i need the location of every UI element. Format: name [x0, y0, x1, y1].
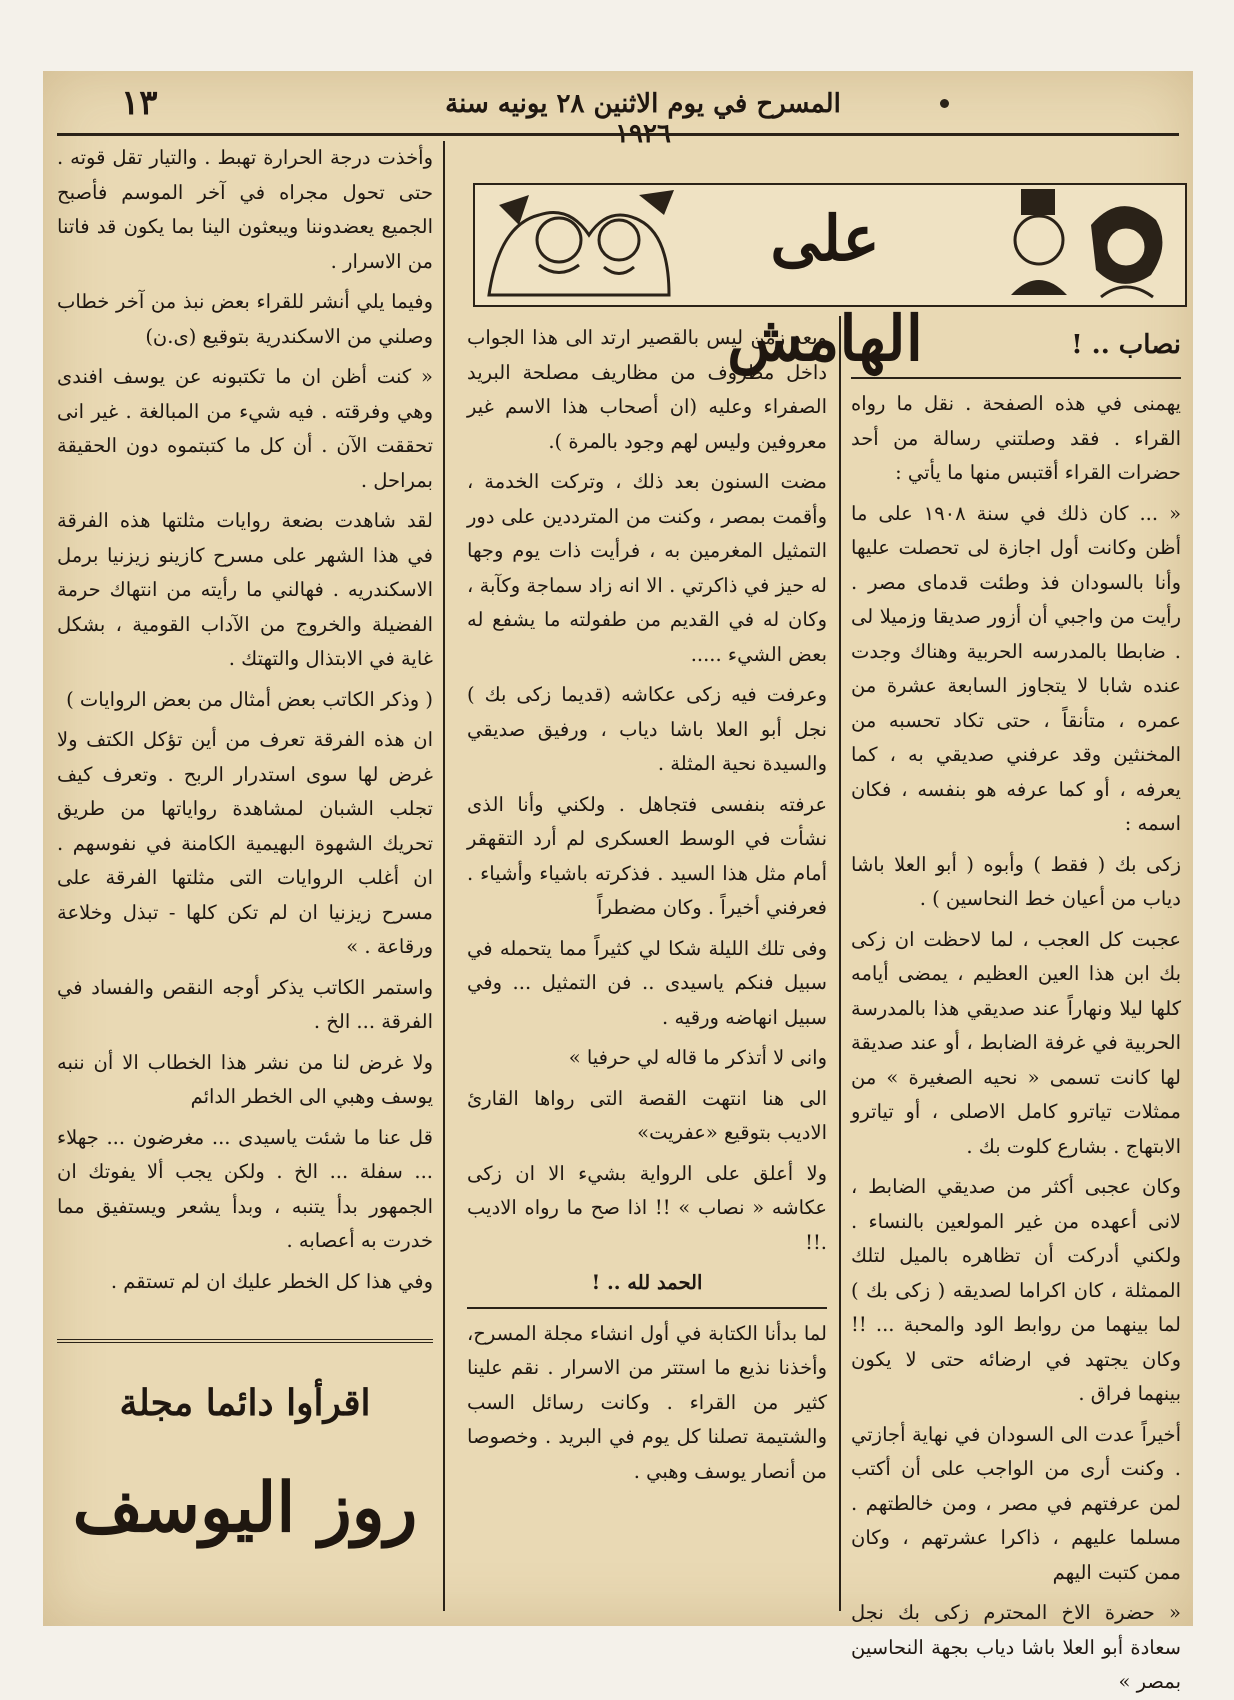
banner-illustration-right: [981, 185, 1181, 301]
issue-date-line: المسرح في يوم الاثنين ٢٨ يونيه سنة ١٩٢٦: [445, 89, 841, 149]
left-paragraph: وأخذت درجة الحرارة تهبط . والتيار تقل قوته . حتى تحول مجراه في آخر الموسم فأصبح الجميع يعضدوننا ويبعثون الينا بما يكون قد فاتنا من الاسرار .: [57, 146, 433, 273]
left-paragraph: وفيما يلي أنشر للقراء بعض نبذ من آخر خطاب وصلني من الاسكندرية بتوقيع (ى.ن): [57, 290, 433, 348]
column-divider-right: [839, 316, 841, 1611]
middle-paragraph: عرفته بنفسى فتجاهل . ولكني وأنا الذى نشأت في الوسط العسكرى لم أرد التقهقر أمام مثل هذا السيد . فذكرته باشياء وأشياء . فعرفني أخيراً . وكان مضطراً: [467, 792, 827, 919]
heading-rule: [851, 377, 1181, 379]
middle-column: [467, 321, 827, 1611]
dot-ornament-icon: [940, 99, 949, 108]
left-paragraph: ان هذه الفرقة تعرف من أين تؤكل الكتف ولا غرض لها سوى استدرار الربح . وتعرف كيف تجلب الشبان لمشاهدة رواياتها من طريق تحريك الشهوة البهيمية الكامنة في نفوسهم . ان أغلب الروايات التى مثلتها الفرقة على مسرح زيزنيا ان لم تكن كلها - تبذل وخلاعة ورقاعة . »: [57, 728, 433, 958]
section-heading: الحمد لله .. !: [591, 1271, 703, 1294]
right-paragraph: يهمنى في هذه الصفحة . نقل ما رواه القراء . فقد وصلتني رسالة من أحد حضرات القراء أقتبس منها ما يأتي :: [851, 392, 1181, 484]
newspaper-page: [43, 71, 1193, 1693]
right-column: [851, 321, 1181, 1693]
middle-paragraph: وانى لا أتذكر ما قاله لي حرفيا »: [568, 1046, 827, 1069]
column-divider-left: [443, 141, 445, 1611]
left-paragraph: ( وذكر الكاتب بعض أمثال من بعض الروايات ): [66, 687, 433, 711]
left-paragraph: ولا غرض لنا من نشر هذا الخطاب الا أن ننبه يوسف وهبي الى الخطر الدائم: [57, 1050, 433, 1108]
masthead-rule: [57, 133, 1179, 136]
middle-paragraph: وبعد زمن ليس بالقصير ارتد الى هذا الجواب داخل مظروف من مظاريف مصلحة البريد الصفراء وعليه (ان أصحاب هذا الاسم غير معروفين وليس لهم وجود بالمرة ).: [467, 326, 827, 453]
banner-title: على الهامش: [727, 202, 923, 375]
left-paragraph: وفي هذا كل الخطر عليك ان لم تستقم .: [110, 1269, 433, 1293]
section-rule: [467, 1307, 827, 1309]
left-paragraph: واستمر الكاتب يذكر أوجه النقص والفساد في الفرقة ... الخ .: [57, 975, 433, 1033]
middle-paragraph: الى هنا انتهت القصة التى رواها القارئ الاديب بتوقيع «عفريت»: [467, 1086, 827, 1144]
middle-paragraph: ولا أعلق على الرواية بشيء الا ان زكى عكاشه « نصاب » !! اذا صح ما رواه الاديب .!!: [467, 1161, 827, 1254]
article-heading: نصاب .. !: [1071, 330, 1181, 360]
masthead: [43, 71, 1193, 149]
middle-paragraph: وفى تلك الليلة شكا لي كثيراً مما يتحمله في سبيل فنكم ياسيدى .. فن التمثيل ... وفي سبيل انهاضه ورقيه .: [467, 936, 827, 1029]
advertisement-magazine-name: روز اليوسف: [72, 1468, 418, 1548]
right-paragraph: « ... كان ذلك في سنة ١٩٠٨ على ما أظن وكانت أول اجازة لى تحصلت عليها وأنا بالسودان فذ وطئت قدماى مصر . رأيت من واجبي أن أزور صديقا وزميلا لى . ضابطا بالمدرسه الحربية وهناك وجدت عنده شابا لا يتجاوز السابعة عشرة من عمره ، متأنقاً ، حتى تكاد تحسبه من المخنثين وقد عرفني صديقي به ، كما يعرفه ، أو كما عرفه هو بنفسه ، فكان اسمه :: [851, 501, 1181, 835]
advertisement-box: [57, 1339, 433, 1613]
left-paragraph: « كنت أظن ان ما تكتبونه عن يوسف افندى وهي وفرقته . فيه شيء من المبالغة . غير انى تحققت الآن . أن كل ما كتبتموه دون الحقيقة بمراحل .: [57, 365, 433, 492]
right-paragraph: وكان عجبى أكثر من صديقي الضابط ، لانى أعهده من غير المولعين بالنساء . ولكني أدركت أن تظاهره بالميل لتلك الممثلة ، كان اكراما لصديقه ( زكى بك ) لما بينهما من روابط الود والمحبة ... !! وكان يجتهد في ارضائه حتى لا يكون بينهما فراق .: [851, 1175, 1181, 1405]
page-number: ١٣: [121, 83, 158, 123]
right-paragraph: أخيراً عدت الى السودان في نهاية أجازتي . وكنت أرى من الواجب على أن أكتب لمن عرفتهم في مصر ، ومن خالطتهم . مسلما عليهم ، ذاكرا عشرتهم ، وكان ممن كتبت اليهم: [851, 1422, 1181, 1584]
advertisement-line1: اقرأوا دائما مجلة: [119, 1382, 371, 1424]
right-paragraph: زكى بك ( فقط ) وأبوه ( أبو العلا باشا دياب من أعيان خط النحاسين ) .: [851, 852, 1181, 910]
middle-paragraph: مضت السنون بعد ذلك ، وتركت الخدمة ، وأقمت بمصر ، وكنت من المترددين على دور التمثيل المغرمين به ، فرأيت ذات يوم وجها له حيز في ذاكرتي . الا انه زاد سماجة وكآبة ، وكان له في القديم من طفولته ما يشفع له بعض الشيء .....: [467, 470, 827, 666]
banner-illustration-left: [479, 185, 679, 301]
left-paragraph: لقد شاهدت بضعة روايات مثلتها هذه الفرقة في هذا الشهر على مسرح كازينو زيزنيا برمل الاسكندريه . فهالني ما رأيته من انتهاك حرمة الفضيلة والخروج من الآداب القومية ، بشكل غاية في الابتذال والتهتك .: [57, 509, 433, 670]
left-paragraph: قل عنا ما شئت ياسيدى ... مغرضون ... جهلاء ... سفلة ... الخ . ولكن يجب ألا يفوتك ان الجمهور بدأ يتنبه ، وبدأ يشعر ويستفيق مما خدرت به أعصابه .: [57, 1125, 433, 1252]
middle-paragraph: لما بدأنا الكتابة في أول انشاء مجلة المسرح، وأخذنا نذيع ما استتر من الاسرار . نقم علينا كثير من القراء . وكانت رسائل السب والشتيمة تصلنا كل يوم في البريد . وخصوصا من أنصار يوسف وهبي .: [467, 1321, 827, 1483]
middle-paragraph: وعرفت فيه زكى عكاشه (قديما زكى بك ) نجل أبو العلا باشا دياب ، ورفيق صديقي والسيدة نحية المثلة .: [467, 683, 827, 775]
left-column: [57, 141, 433, 1316]
right-paragraph: « حضرة الاخ المحترم زكى بك نجل سعادة أبو العلا باشا دياب بجهة النحاسين بمصر »: [851, 1601, 1181, 1693]
right-paragraph: عجبت كل العجب ، لما لاحظت ان زكى بك ابن هذا العين العظيم ، يمضى أيامه كلها ليلا ونهاراً عند صديقي هذا بالمدرسة الحربية في غرفة الضابط ، أو عند صديقة لها كانت تسمى « نحيه الصغيرة » من ممثلات تياترو كامل الاصلى ، أو تياترو الابتهاج . بشارع كلوت بك .: [851, 927, 1181, 1158]
